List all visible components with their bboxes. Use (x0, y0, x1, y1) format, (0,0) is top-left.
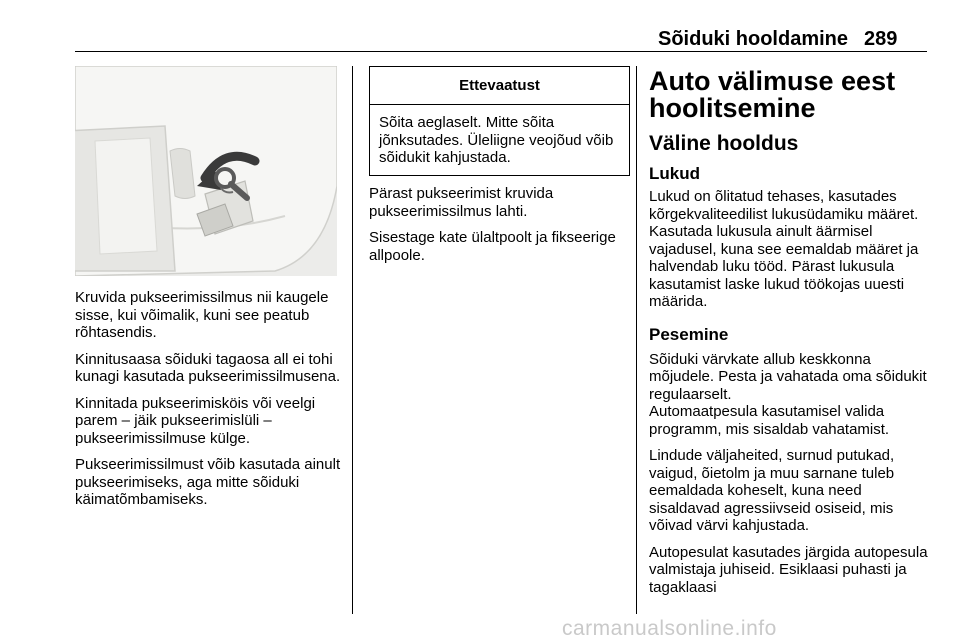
paragraph: Kinnitusaasa sõiduki tagaosa all ei tohi kunagi kasutada pukseerimissilmusena. (75, 350, 341, 385)
bumper-illustration-svg (75, 66, 337, 276)
paragraph: Kinnitada pukseerimisköis või veelgi parem – jäik pukseerimislüli – pukseerimissilmuse külge. (75, 394, 316, 447)
locks-paragraph: Lukud on õlitatud tehases, kasutades kõrgekvaliteedilist lukusüdamiku määret. Kasutada lukusula ainult äärmisel vajadusel, kuna see eemaldab määret ja halvendab luku tööd. Pärast lukusula kasutamist laske lukud töökojas uuesti määrida. (649, 188, 919, 310)
paragraph: Sõiduki värvkate allub keskkonna mõjudele. Pesta ja vahatada oma sõidukit regulaarselt. (649, 350, 927, 403)
tow-eye-illustration (75, 66, 337, 276)
paragraph: Pukseerimissilmust võib kasutada ainult pukseerimiseks, aga mitte sõiduki käimatõmbamiseks. (75, 456, 341, 508)
page-header-title: Sõiduki hooldamine (658, 28, 849, 50)
column-1-text (75, 289, 343, 518)
paragraph: Sisestage kate ülaltpoolt ja fikseerige allpoole. (369, 229, 616, 264)
paragraph: Lindude väljaheited, surnud putukad, vaigud, õietolm ja muu sarnane tuleb eemaldada koheselt, kuna need sisaldavad agressiivseid osiseid, mis võivad värvi kahjustada. (649, 447, 895, 534)
paragraph: Pärast pukseerimist kruvida pukseerimissilmus lahti. (369, 185, 554, 220)
caution-title: Ettevaatust (370, 67, 629, 105)
watermark: carmanualsonline.info (562, 617, 777, 640)
paragraph: Autopesulat kasutades järgida autopesula valmistaja juhiseid. Esiklaasi puhasti ja tagaklaasi (649, 543, 928, 596)
section-heading: Auto välimuse eest hoolitsemine (649, 66, 896, 123)
washing-heading: Pesemine (649, 324, 729, 344)
paragraph: Automaatpesula kasutamisel valida programm, mis sisaldab vahatamist. (649, 403, 890, 438)
column-2-text (369, 185, 636, 273)
column-3-text (649, 68, 931, 605)
locks-heading: Lukud (649, 164, 700, 183)
column-divider-1 (352, 66, 353, 614)
column-divider-2 (636, 66, 637, 614)
caution-text: Sõita aeglaselt. Mitte sõita jõnksutades. Üleliigne veojõud võib sõidukit kahjustada. (379, 114, 614, 166)
subsection-heading: Väline hooldus (649, 132, 799, 155)
page-number: 289 (864, 28, 898, 50)
caution-box (369, 66, 630, 176)
header-divider (75, 51, 927, 52)
paragraph: Kruvida pukseerimissilmus nii kaugele sisse, kui võimalik, kuni see peatub rõhtasendis. (75, 289, 329, 341)
